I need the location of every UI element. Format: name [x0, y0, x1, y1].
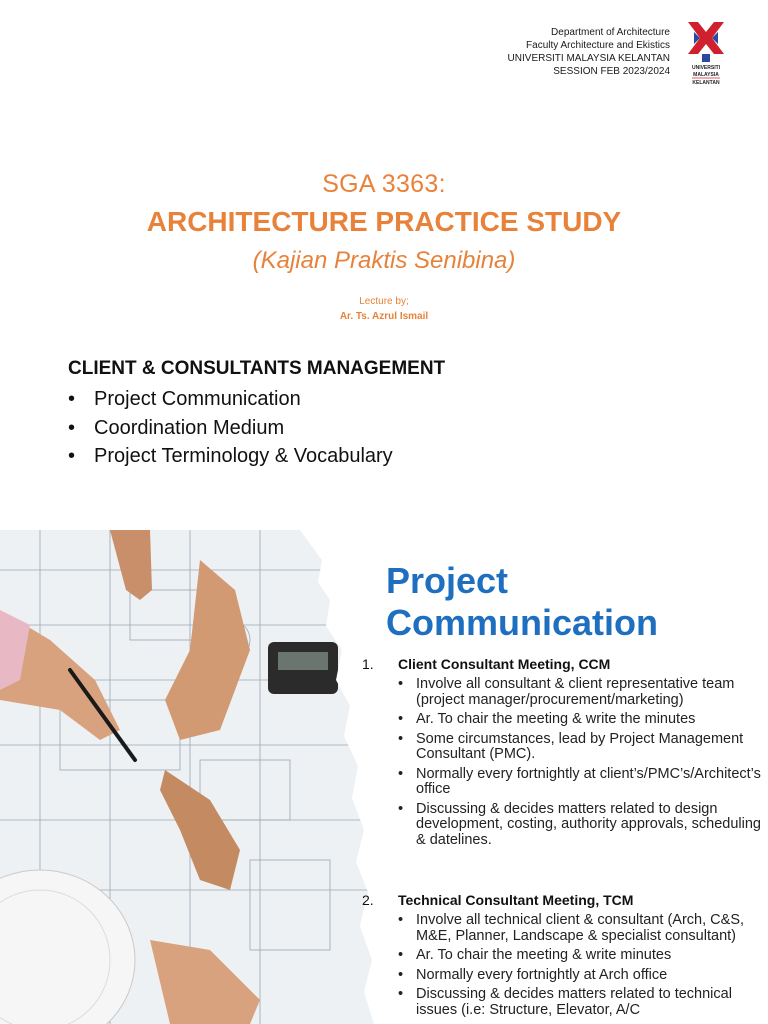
university-logo — [684, 18, 728, 88]
list-item: • Discussing & decides matters related to technical issues (i.e: Structure, Elevator, A/C — [394, 987, 766, 1018]
dept-line: UNIVERSITI MALAYSIA KELANTAN — [507, 53, 670, 64]
dept-line: SESSION FEB 2023/2024 — [553, 66, 670, 77]
svg-text:UNIVERSITI: UNIVERSITI — [691, 65, 721, 71]
svg-text:KELANTAN: KELANTAN — [692, 80, 720, 86]
topic-item: • Project Communication — [68, 385, 393, 414]
department-info — [508, 26, 670, 78]
topic-item: • Coordination Medium — [68, 414, 393, 443]
dept-line: Department of Architecture — [551, 27, 670, 38]
project-communication-slide — [0, 530, 768, 1024]
slide-title: Project Communication — [386, 560, 659, 643]
list-item: • Ar. To chair the meeting & write minutes — [394, 948, 766, 964]
svg-text:MALAYSIA: MALAYSIA — [693, 72, 719, 78]
list-item: • Involve all consultant & client representative team (project manager/procurement/marketing) — [394, 677, 766, 708]
bullet-icon: • — [68, 388, 76, 410]
list-item: • Ar. To chair the meeting & write the minutes — [394, 712, 766, 728]
list-item: • Some circumstances, lead by Project Management Consultant (PMC). — [394, 732, 766, 763]
meeting-heading-tcm: 2. Technical Consultant Meeting, TCM — [362, 892, 634, 908]
bullet-icon: • — [68, 445, 76, 467]
section-heading: CLIENT & CONSULTANTS MANAGEMENT — [68, 358, 446, 379]
course-code: SGA 3363: — [322, 170, 446, 198]
list-item: • Discussing & decides matters related to design development, costing, authority approvals, scheduling & datelines. — [394, 802, 766, 849]
list-item: • Normally every fortnightly at client’s/PMC’s/Architect’s office — [394, 767, 766, 798]
meeting-heading-ccm: 1. Client Consultant Meeting, CCM — [362, 656, 611, 672]
list-item: • Normally every fortnightly at Arch office — [394, 968, 766, 984]
lecture-by-label: Lecture by; — [359, 296, 409, 307]
ccm-points — [394, 677, 766, 852]
list-item: • Involve all technical client & consultant (Arch, C&S, M&E, Planner, Landscape & specialist consultant) — [394, 913, 766, 944]
bullet-icon: • — [68, 416, 76, 439]
architect-blueprint-photo — [0, 530, 380, 1024]
course-subtitle: (Kajian Praktis Senibina) — [252, 247, 516, 274]
tcm-points — [394, 913, 766, 1022]
topic-list — [68, 385, 393, 471]
dept-line: Faculty Architecture and Ekistics — [526, 40, 670, 51]
course-title: ARCHITECTURE PRACTICE STUDY — [146, 206, 622, 237]
topic-item: • Project Terminology & Vocabulary — [68, 442, 393, 471]
lecturer-name: Ar. Ts. Azrul Ismail — [339, 311, 429, 322]
